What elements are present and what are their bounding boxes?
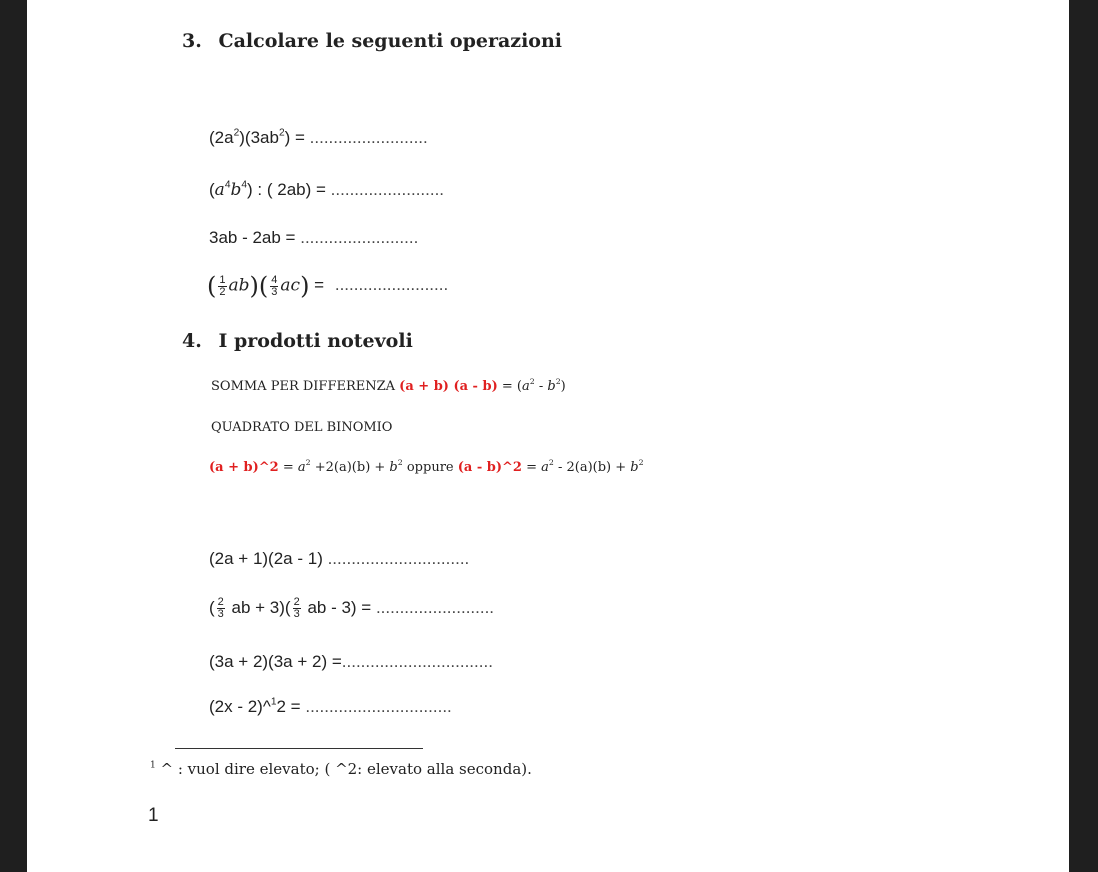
answer-blank: ......................... [375,597,495,617]
fraction: $\frac{1}{2}$ [219,273,226,298]
section-3-number: 3. [182,30,202,52]
exercise-4-1: (2a + 1)(2a - 1) .............................. [209,549,470,568]
exercise-3-2: $(a^4b^4)$ : ( 2ab) = ........................ [209,179,445,200]
section-4-heading [182,330,413,352]
exercise-3-4: ( $\frac{1}{2}$ ab)( $\frac{4}{3}$ ac) = ........................ [207,272,449,300]
viewer-scrollbar-track[interactable] [1069,0,1098,872]
section-4-number: 4. [182,330,202,352]
answer-blank: ......................... [309,128,428,147]
answer-blank: ......................... [300,228,419,247]
footnote [150,760,532,778]
exercise-4-3: (3a + 2)(3a + 2) =................................ [209,652,493,671]
exercise-4-4: (2x - 2)^$^1$2 = ............................... [209,696,452,716]
section-3-heading [182,30,562,52]
somma-per-differenza-rule: SOMMA PER DIFFERENZA (a + b) $(a - b) = (a^2 - b^2)$ [211,377,566,394]
section-3-title: Calcolare le seguenti operazioni [218,30,562,52]
footnote-separator [175,748,423,749]
quadrato-binomio-rule: (a + b)^2 = $a^2 +2(a)(b) + b^2$ oppure (a - b)^2 = $a^2 - 2(a)(b) + b^2$ [209,458,644,475]
viewer-left-margin [0,0,27,872]
footnote-marker: 1 [150,760,156,771]
fraction: $\frac{2}{3}$ [293,596,300,620]
answer-blank: ............................... [305,697,452,716]
document-page [27,0,1069,872]
fraction: $\frac{4}{3}$ [271,273,278,298]
footnote-text: ^ : vuol dire elevato; ( ^2: elevato alla seconda). [155,760,532,778]
exercise-3-1: $(2a^2)(3ab^2)$ = ......................... [209,127,428,147]
answer-blank: ................................ [341,652,493,671]
section-4-title: I prodotti notevoli [218,330,413,352]
fraction: $\frac{2}{3}$ [217,596,224,620]
footnote-reference[interactable]: 1 [270,696,277,708]
answer-blank: ........................ [334,275,449,295]
exercise-4-2: ( $\frac{2}{3}$ ab + 3)( $\frac{2}{3}$ ab - 3) = ......................... [209,596,495,620]
answer-blank: ........................ [330,180,445,199]
page-number: 1 [148,805,159,826]
quadrato-binomio-label: QUADRATO DEL BINOMIO [211,420,393,435]
answer-blank: .............................. [327,549,470,568]
exercise-3-3: 3ab - 2ab = ......................... [209,228,419,247]
